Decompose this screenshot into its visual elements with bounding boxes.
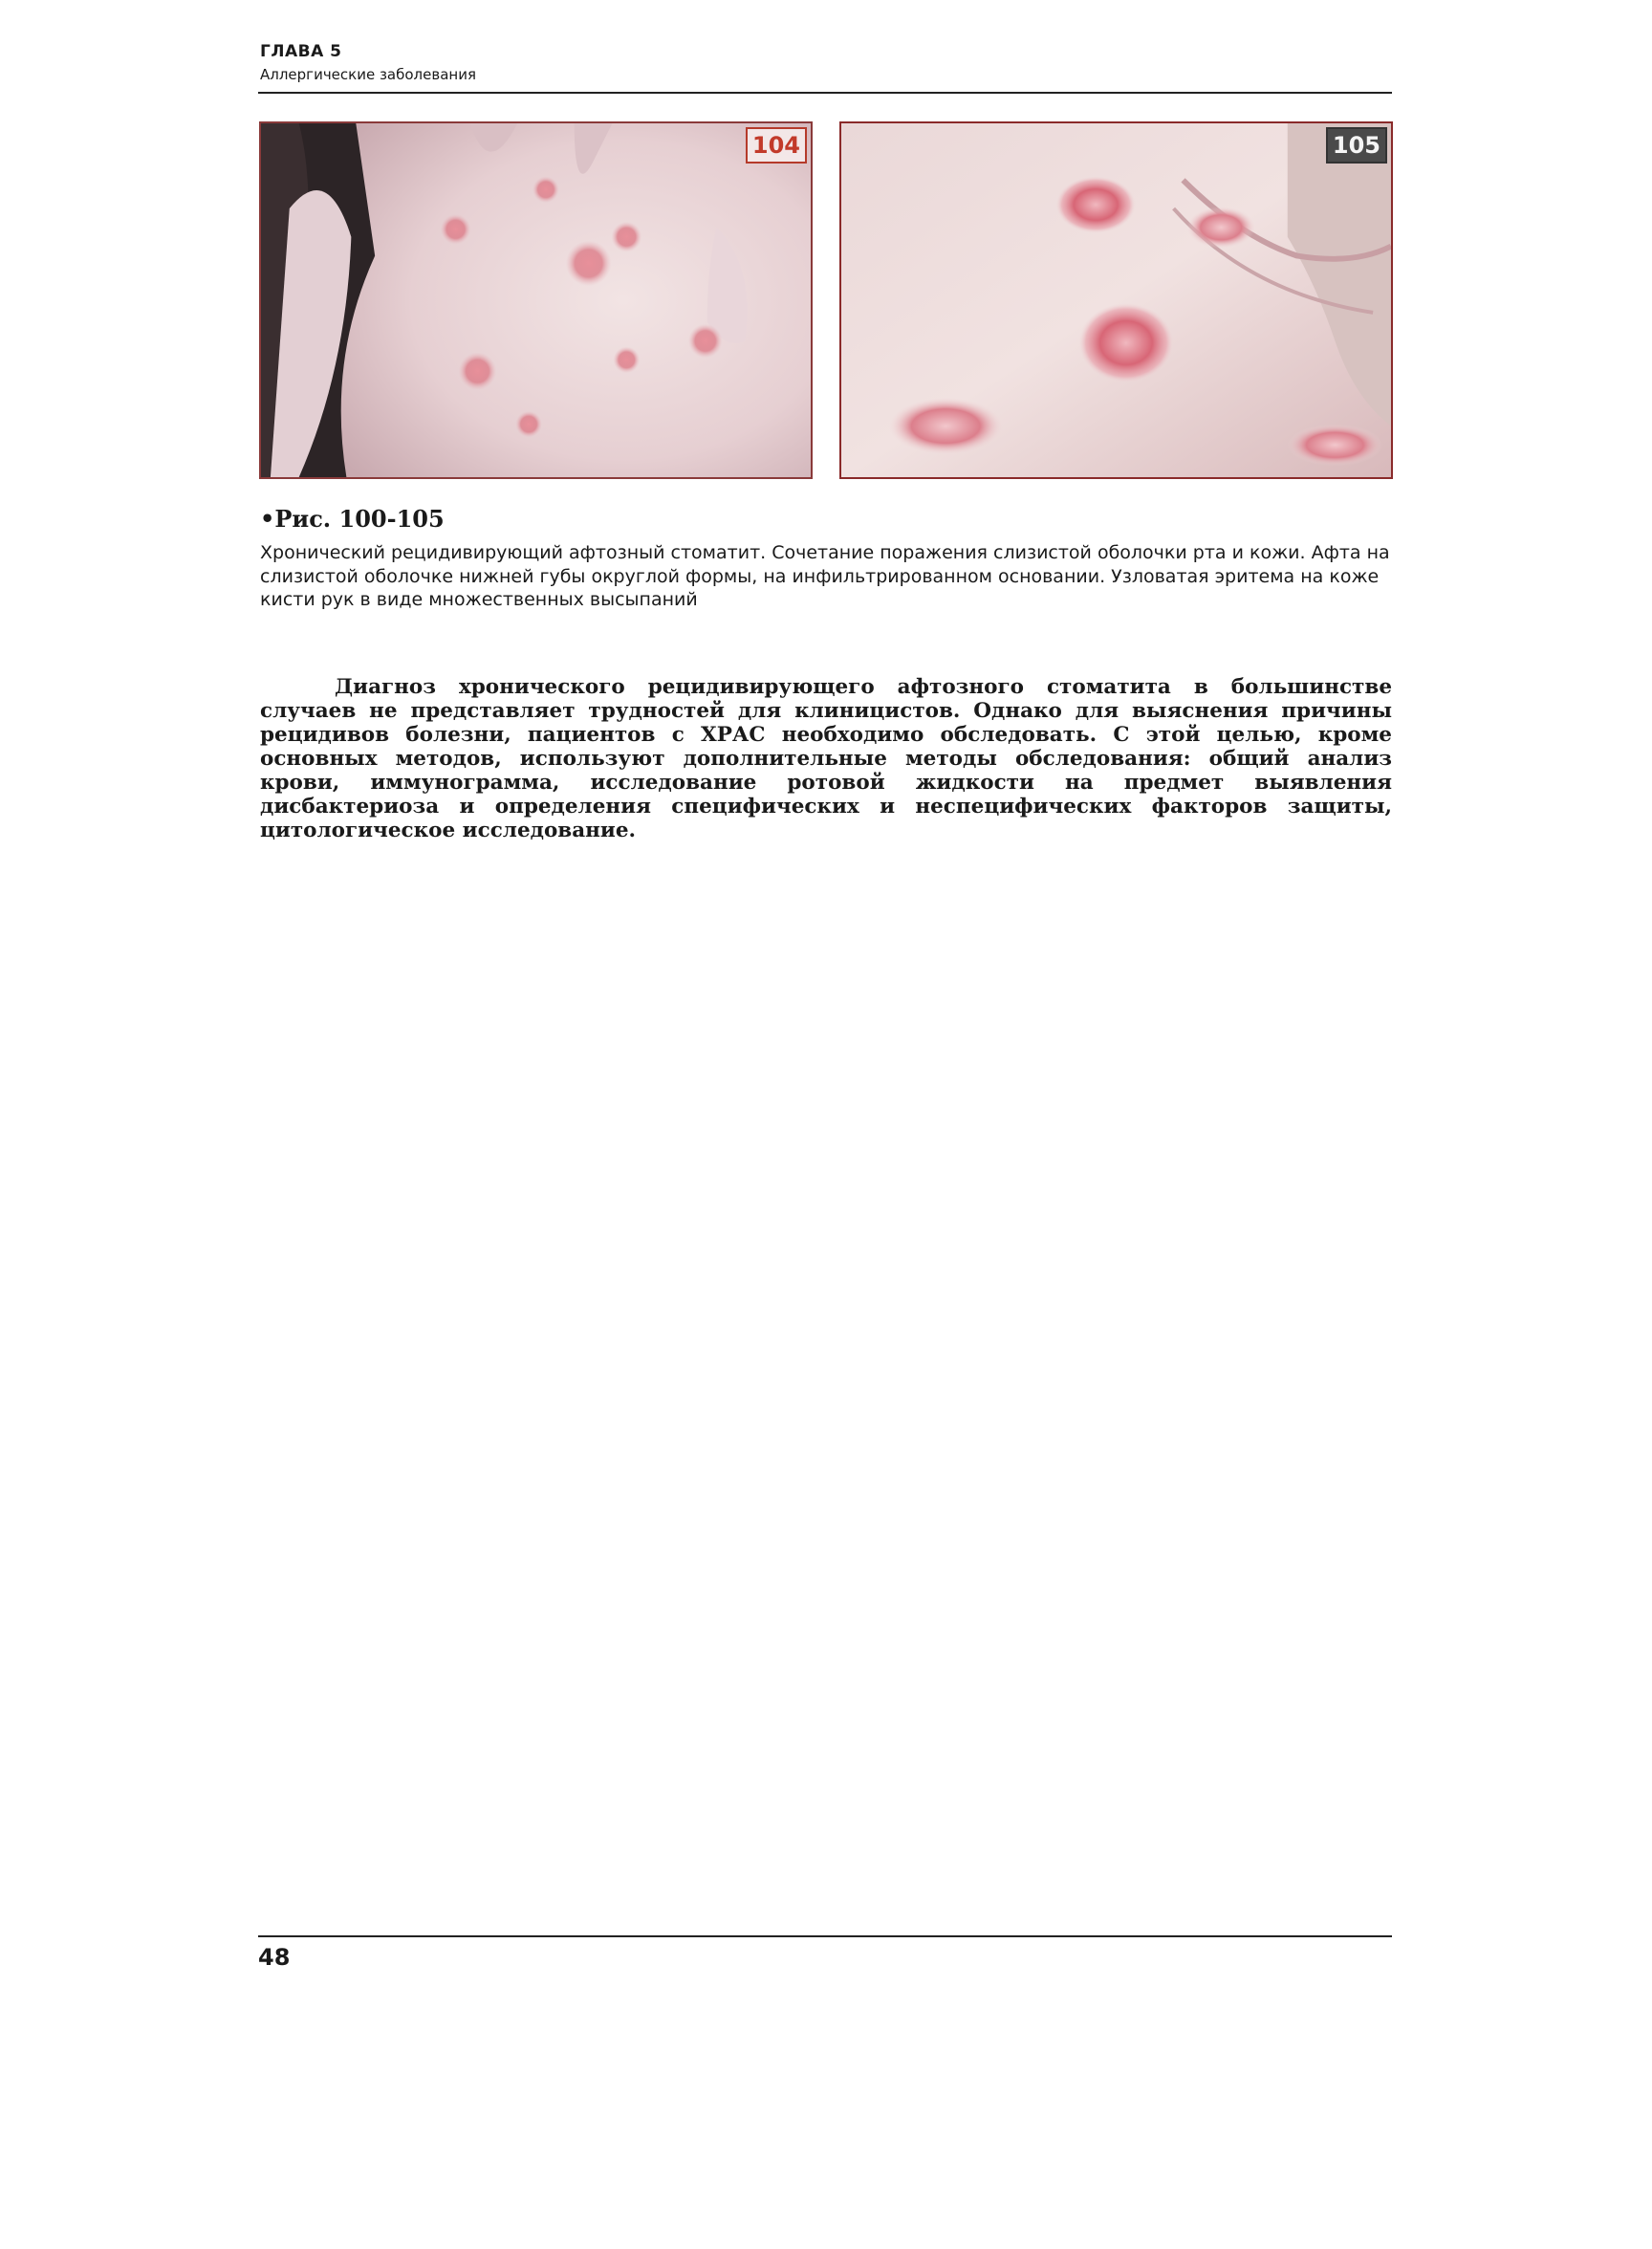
chapter-heading: ГЛАВА 5 [260, 42, 342, 61]
body-paragraph: Диагноз хронического рецидивирующего афтозного стоматита в большинстве случаев не представляет трудностей для клиницистов. Однако для выяснения причины рецидивов болезни, пациентов с ХРАС необходимо обследовать. С этой целью, кроме основных методов, используют дополнительные методы обследования: общий анализ крови, иммунограмма, исследование ротовой жидкости на предмет выявления дисбактериоза и определения специфических и неспецифических факторов защиты, цитологическое исследование. [260, 675, 1392, 842]
page-number: 48 [258, 1944, 291, 1971]
footer-rule [258, 1935, 1392, 1937]
figure-104-photo [259, 121, 813, 479]
chapter-subtitle: Аллергические заболевания [260, 66, 476, 83]
figure-caption-title: •Рис. 100-105 [260, 505, 445, 533]
header-rule [258, 92, 1392, 94]
figure-caption-text: Хронический рецидивирующий афтозный стоматит. Сочетание поражения слизистой оболочки рта и кожи. Афта на слизистой оболочке нижней губы округлой формы, на инфильтрированном основании. Узловатая эритема на коже кисти рук в виде множественных высыпаний [260, 542, 1390, 610]
figure-105-photo [839, 121, 1393, 479]
figure-number-104: 104 [746, 127, 807, 164]
figure-number-105: 105 [1326, 127, 1387, 164]
